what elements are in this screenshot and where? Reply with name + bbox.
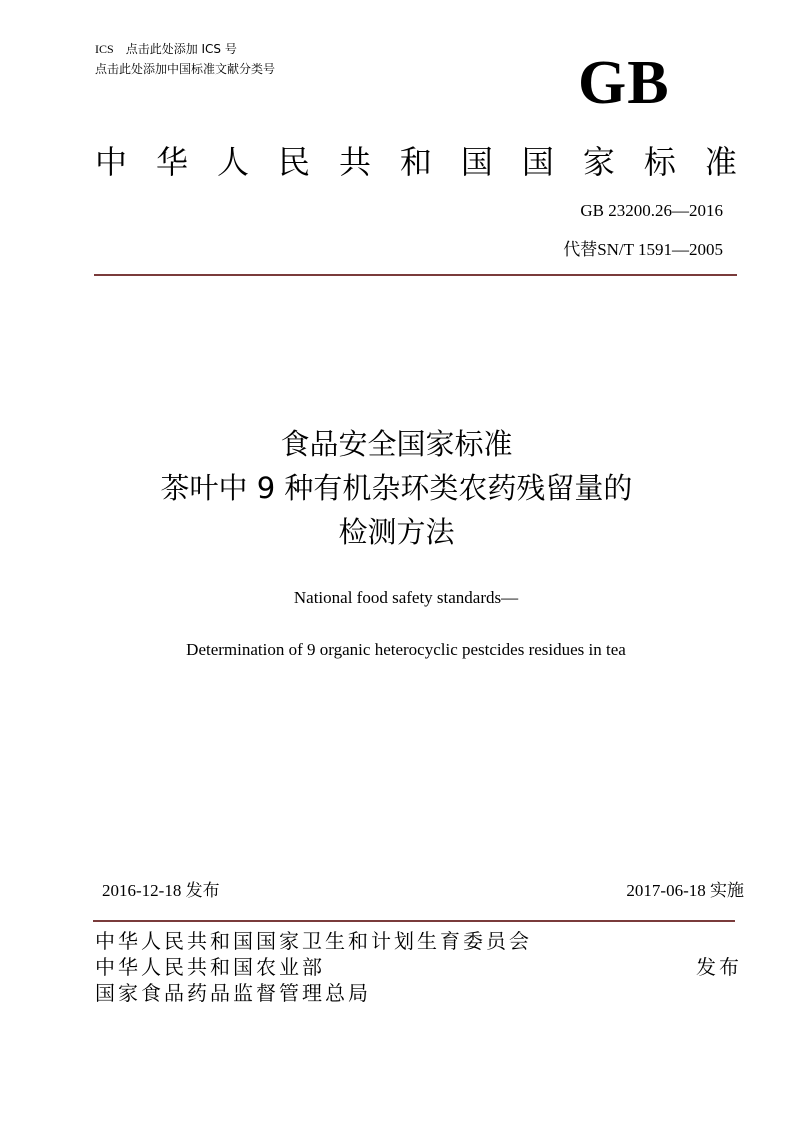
english-title-line-2: Determination of 9 organic heterocyclic pestcides residues in tea xyxy=(186,640,626,659)
standard-type-heading xyxy=(95,145,737,180)
heading-char: 共 xyxy=(338,143,371,181)
heading-char: 准 xyxy=(704,143,737,181)
ics-label: ICS xyxy=(95,42,114,56)
top-divider xyxy=(94,274,737,276)
title-line: 茶叶中 9 种有机杂环类农药残留量的 xyxy=(160,471,633,505)
ccs-placeholder[interactable]: 点击此处添加中国标准文献分类号 xyxy=(95,62,276,76)
heading-char: 和 xyxy=(399,143,432,181)
heading-char: 标 xyxy=(643,143,676,181)
ics-placeholder[interactable]: 点击此处添加 ICS 号 xyxy=(125,42,237,56)
bottom-divider xyxy=(93,920,735,922)
implementation-date: 2017-06-18 实施 xyxy=(626,881,744,900)
chinese-title xyxy=(0,422,793,554)
ics-field[interactable] xyxy=(95,40,237,57)
heading-char: 人 xyxy=(216,143,249,181)
english-title-line-1: National food safety standards— xyxy=(293,588,519,607)
standard-number: GB 23200.26—2016 xyxy=(580,201,723,220)
issue-action: 发布 xyxy=(696,955,742,979)
agency: 中华人民共和国国家卫生和计划生育委员会 xyxy=(95,929,532,953)
title-line: 检测方法 xyxy=(338,515,455,549)
issuing-agencies xyxy=(95,928,532,1006)
heading-char: 国 xyxy=(460,143,493,181)
agency: 国家食品药品监督管理总局 xyxy=(95,981,371,1005)
replaces-standard: 代替SN/T 1591—2005 xyxy=(563,240,723,259)
heading-char: 家 xyxy=(582,143,615,181)
heading-char: 民 xyxy=(277,143,310,181)
issue-date: 2016-12-18 发布 xyxy=(102,881,220,900)
gb-logo: GB xyxy=(578,49,670,117)
heading-char: 华 xyxy=(155,143,188,181)
title-line: 食品安全国家标准 xyxy=(280,427,513,461)
heading-char: 中 xyxy=(95,143,128,181)
heading-char: 国 xyxy=(521,143,554,181)
agency: 中华人民共和国农业部 xyxy=(95,955,325,979)
